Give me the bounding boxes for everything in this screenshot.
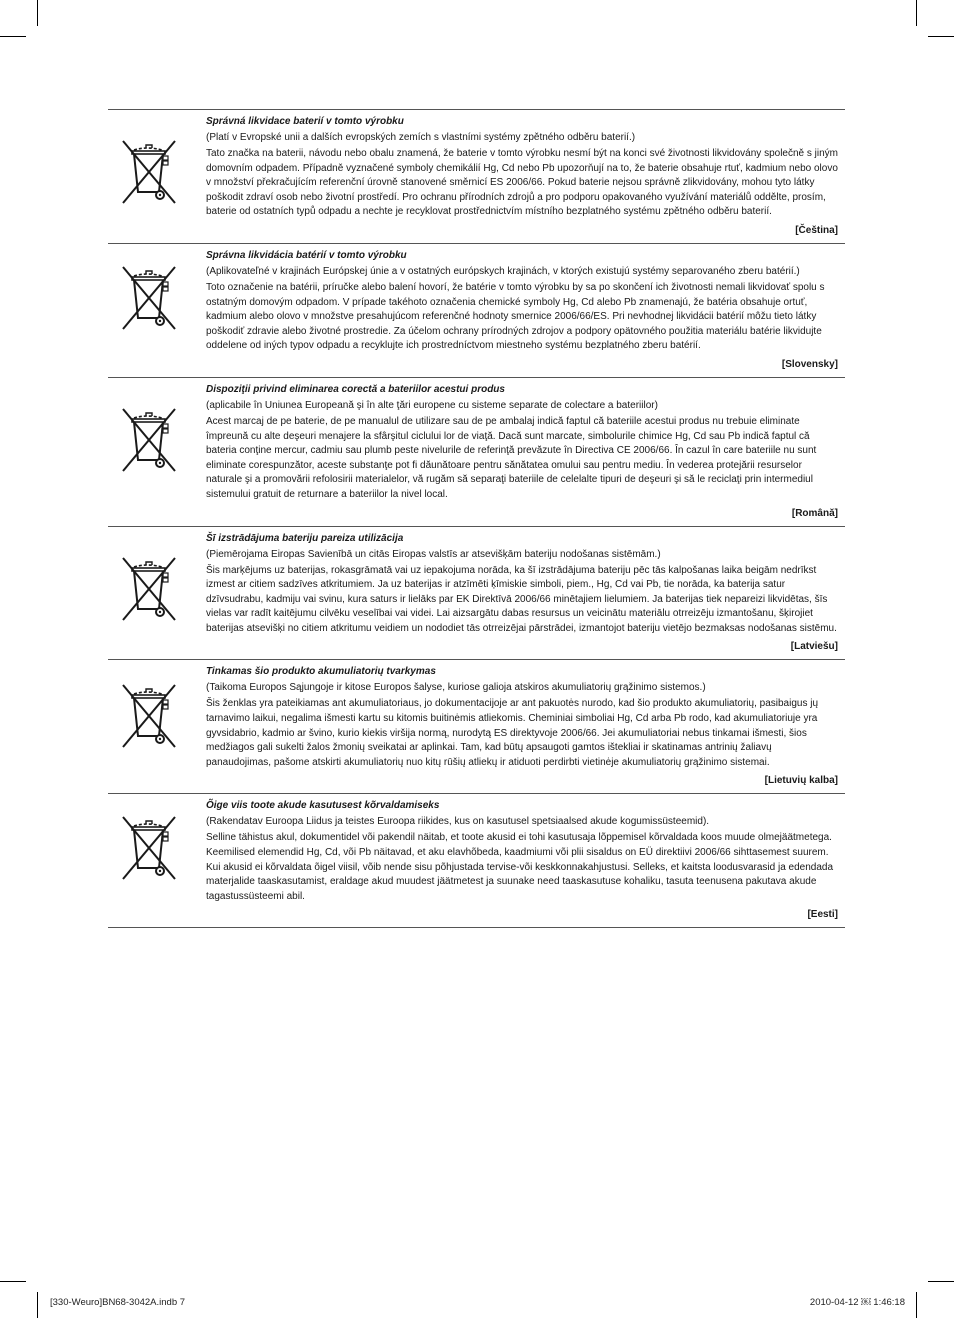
section-title: Õige viis toote akude kasutusest kõrvaldamiseks — [206, 800, 440, 812]
section-subtitle: (Taikoma Europos Sąjungoje ir kitose Europos šalyse, kuriose galioja atskiros akumuliatorių grąžinimo sistemos.) — [206, 682, 706, 694]
crop-mark — [37, 0, 38, 26]
crop-mark — [916, 0, 917, 26]
section-title: Šī izstrādājuma bateriju pareiza utilizācija — [206, 532, 404, 544]
crop-mark — [0, 1281, 26, 1282]
language-label: [Čeština] — [795, 224, 838, 236]
section-subtitle: (Rakendatav Euroopa Liidus ja teistes Euroopa riikides, kus on kasutusel spetsiaalsed akude kogumissüsteemid). — [206, 816, 710, 828]
section-title: Dispoziţii privind eliminarea corectă a bateriilor acestui produs — [206, 383, 505, 395]
section-czech — [108, 109, 845, 243]
section-title: Správna likvidácia batérií v tomto výrobku — [206, 249, 407, 261]
section-title: Tinkamas šio produkto akumuliatorių tvarkymas — [206, 666, 436, 678]
section-title: Správná likvidace baterií v tomto výrobku — [206, 116, 404, 127]
section-body: Šis marķējums uz baterijas, rokasgrāmatā vai uz iepakojuma norāda, ka šī izstrādājuma bateriju pēc tās kalpošanas laika beigām nedrīkst izmest ar citiem sadzīves atkritumiem. Ja uz baterijas ir atzīmēti ķīmiskie simboli, piem., Hg, Cd vai Pb, tie norāda, ka baterija satur dzīvsudrabu, kadmiju vai svinu, kura saturs ir lielāks par EK Direktīvā 2006/66 minētajiem lielumiem. Ja baterijas tiek nepareizi likvidētas, šīs vielas var radīt kaitējumu cilvēku veselībai vai videi. Lai aizsargātu dabas resursus un veicinātu materiālu otrreizēju izmantošanu, šķirojiet baterijas atsevišķi no citiem atkritumu veidiem un nododiet tās otrreizējai pārstrādei, izmantojot bateriju vietējo bezmaksas nodošanas sistēmu. — [206, 564, 837, 634]
section-body: Toto označenie na batérii, príručke alebo balení hovorí, že batérie v tomto výrobku by sa po skončení ich životnosti nemali likvidovať spolu s ostatným domovým odpadom. V prípade takéhoto označenia chemické symboly Hg, Cd alebo Pb znamenajú, že batéria obsahuje ortuť, kadmium alebo olovo v množstve presahujúcom referenčné hodnoty smernice 2006/66/ES. Pri nevhodnej likvidácii batérií môžu tieto látky poškodiť zdravie alebo životné prostredie. Za účelom ochrany prírodných zdrojov a podpory opätovného použitia materiálu batérie likvidujte oddelene od iných typov odpadu a recyklujte ich prostredníctvom miestneho systému bezplatného zberu batérií. — [206, 281, 825, 352]
section-lithuanian — [108, 659, 845, 793]
crossed-bin-icon — [122, 816, 176, 880]
battery-disposal-sections — [108, 109, 845, 928]
crossed-bin-icon — [122, 557, 176, 621]
crop-mark — [37, 1292, 38, 1318]
crossed-bin-icon — [122, 140, 176, 204]
crossed-bin-icon — [122, 408, 176, 472]
section-body: Acest marcaj de pe baterie, de pe manualul de utilizare sau de pe ambalaj indică faptul că bateriile acestui produs nu trebuie eliminate împreună cu alte deşeuri menajere la sfârşitul ciclului lor de viaţă. Dacă sunt marcate, simbolurile chimice Hg, Cd sau Pb indică faptul că bateria conţine mercur, cadmiu sau plumb peste nivelurile de referinţă prevăzute în Directiva CE 2006/66. În cazul în care bateriile nu sunt eliminate corespunzător, aceste substanţe pot fi dăunătoare pentru sănătatea omului sau pentru mediu. În vederea protejării resurselor naturale şi a promovării refolosirii materialelor, vă rugăm să separaţi bateriile de celelalte tipuri de deşeuri şi să le reciclaţi prin intermediul sistemului gratuit de returnare a bateriilor la nivel local. — [206, 415, 817, 500]
crossed-bin-icon — [122, 684, 176, 748]
section-slovak — [108, 243, 845, 377]
section-romanian — [108, 377, 845, 526]
crop-mark — [916, 1292, 917, 1318]
section-subtitle: (Piemērojama Eiropas Savienībā un citās Eiropas valstīs ar atsevišķām bateriju nodošanas sistēmām.) — [206, 548, 661, 560]
section-subtitle: (Platí v Evropské unii a dalších evropských zemích s vlastními systémy zpětného odběru baterií.) — [206, 132, 636, 143]
language-label: [Eesti] — [807, 909, 838, 921]
crop-mark — [928, 36, 954, 37]
section-latvian — [108, 526, 845, 660]
crop-mark — [928, 1281, 954, 1282]
crossed-bin-icon — [122, 266, 176, 330]
language-label: [Slovensky] — [781, 358, 838, 370]
language-label: [Latviešu] — [790, 641, 838, 653]
language-label: [Română] — [791, 507, 838, 519]
section-subtitle: (aplicabile în Uniunea Europeană şi în alte ţări europene cu sisteme separate de colectare a bateriilor) — [206, 399, 658, 411]
footer-file-info: [330-Weuro]BN68-3042A.indb 7 — [50, 1297, 186, 1308]
section-body: Selline tähistus akul, dokumentidel või pakendil näitab, et toote akusid ei tohi kasutusaja lõppemisel kõrvaldada koos muude olmejäätmetega. Keemilised elemendid Hg, Cd, või Pb näitavad, et aku elavhõbeda, kaadmiumi või plii sisaldus on EÜ direktiivi 2006/66 sihttasemest suurem. Kui akusid ei kõrvaldata õigel viisil, võib nende sisu põhjustada tervise-või keskkonnakahjustusi. Selleks, et kaitsta loodusvarasid ja edendada materjalide taaskasutamist, eraldage akud muudest jäätmetest ja suunake need taaskasutuse kohaliku, tasuta teenusena pakutava akude tagastussüsteemi abil. — [206, 832, 834, 902]
footer-timestamp: 2010-04-12 ￼ 1:46:18 — [809, 1297, 905, 1308]
section-estonian — [108, 793, 845, 928]
section-body: Šis ženklas yra pateikiamas ant akumuliatoriaus, jo dokumentacijoje ar ant pakuotės nurodo, kad šio produkto akumuliatorių, pasibaigus jų tarnavimo laikui, negalima išmesti kartu su kitomis buitinėmis atliekomis. Cheminiai simboliai Hg, Cd arba Pb rodo, kad akumuliatoriuje yra gyvsidabrio, kadmio ar švino, kurio kiekis viršija normą, nurodytą ES direktyvoje 2006/66. Jei akumuliatoriai nebus tinkamai išmesti, šios medžiagos gali sukelti žalos žmonių sveikatai ar aplinkai. Tam, kad būtų apsaugoti gamtos ištekliai ir skatinamas antrinių žaliavų panaudojimas, pašome atskirti akumuliatorių nuo kitų rūšių atliekų ir atiduoti perdirbti vietinėje akumuliatorių grąžinimo sistemai. — [206, 698, 819, 768]
language-label: [Lietuvių kalba] — [764, 775, 838, 787]
section-body: Tato značka na baterii, návodu nebo obalu znamená, že baterie v tomto výrobku nesmí být na konci své životnosti likvidovány společně s jiným domovním odpadem. Případně vyznačené symboly chemikálií Hg, Cd nebo Pb upozorňují na to, že baterie obsahuje rtuť, kadmium nebo olovo v množství překračujícím referenční úrovně stanovené směrnicí ES 2006/66. Pokud baterie nejsou správně zlikvidovány, mohou tyto látky poškodit zdraví osob nebo životní prostředí. Pro ochranu přírodních zdrojů a pro podporu opakovaného využívání materiálů oddělte, prosím, baterie od ostatních typů odpadu a nechte je recyklovat prostřednictvím místního bezplatného systému zpětného odběru baterií. — [206, 148, 839, 218]
crop-mark — [0, 36, 26, 37]
section-subtitle: (Aplikovateľné v krajinách Európskej únie a v ostatných európskych krajinách, v ktorých existujú systémy separovaného zberu batérií.) — [206, 265, 800, 277]
